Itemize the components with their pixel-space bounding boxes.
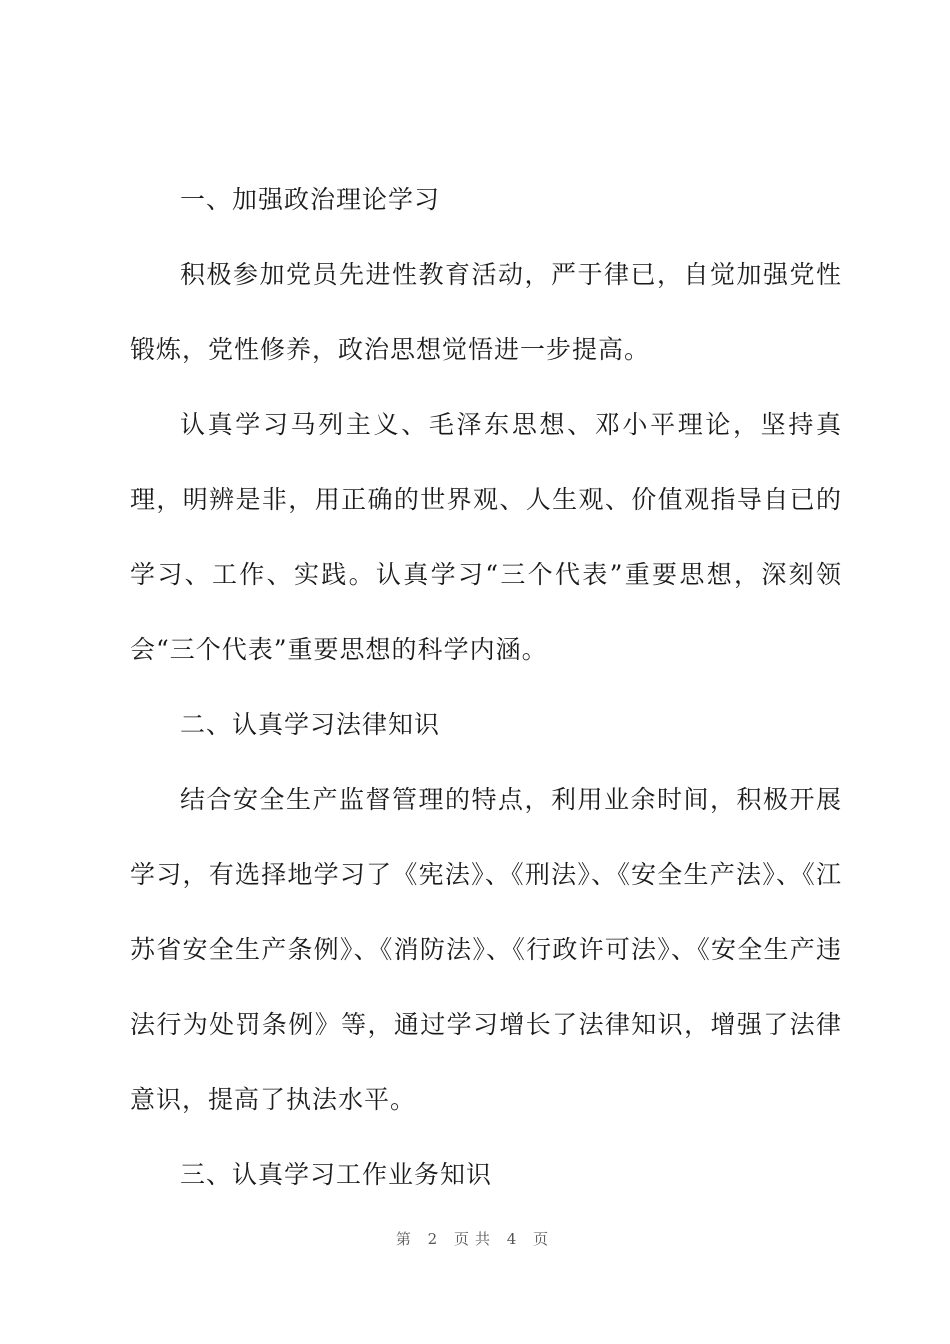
section-heading-2: 二、认真学习法律知识 [180, 710, 441, 739]
document-body [130, 162, 842, 1212]
section-heading-3: 三、认真学习工作业务知识 [180, 1160, 493, 1189]
paragraph-1: 积极参加党员先进性教育活动，严于律已，自觉加强党性锻炼，党性修养，政治思想觉悟进一步提高。 [130, 260, 842, 364]
paragraph-2: 认真学习马列主义、毛泽东思想、邓小平理论，坚持真理，明辨是非，用正确的世界观、人生观、价值观指导自已的学习、工作、实践。认真学习“三个代表”重要思想，深刻领会“三个代表”重要思想的科学内涵。 [130, 410, 842, 664]
section-heading-1: 一、加强政治理论学习 [180, 185, 441, 214]
page-number-footer: 第 2 页共 4 页 [395, 1230, 555, 1248]
paragraph-3: 结合安全生产监督管理的特点，利用业余时间，积极开展学习，有选择地学习了《宪法》、《刑法》、《安全生产法》、《江苏省安全生产条例》、《消防法》、《行政许可法》、《安全生产违法行为处罚条例》等，通过学习增长了法律知识，增强了法律意识，提高了执法水平。 [130, 785, 842, 1114]
